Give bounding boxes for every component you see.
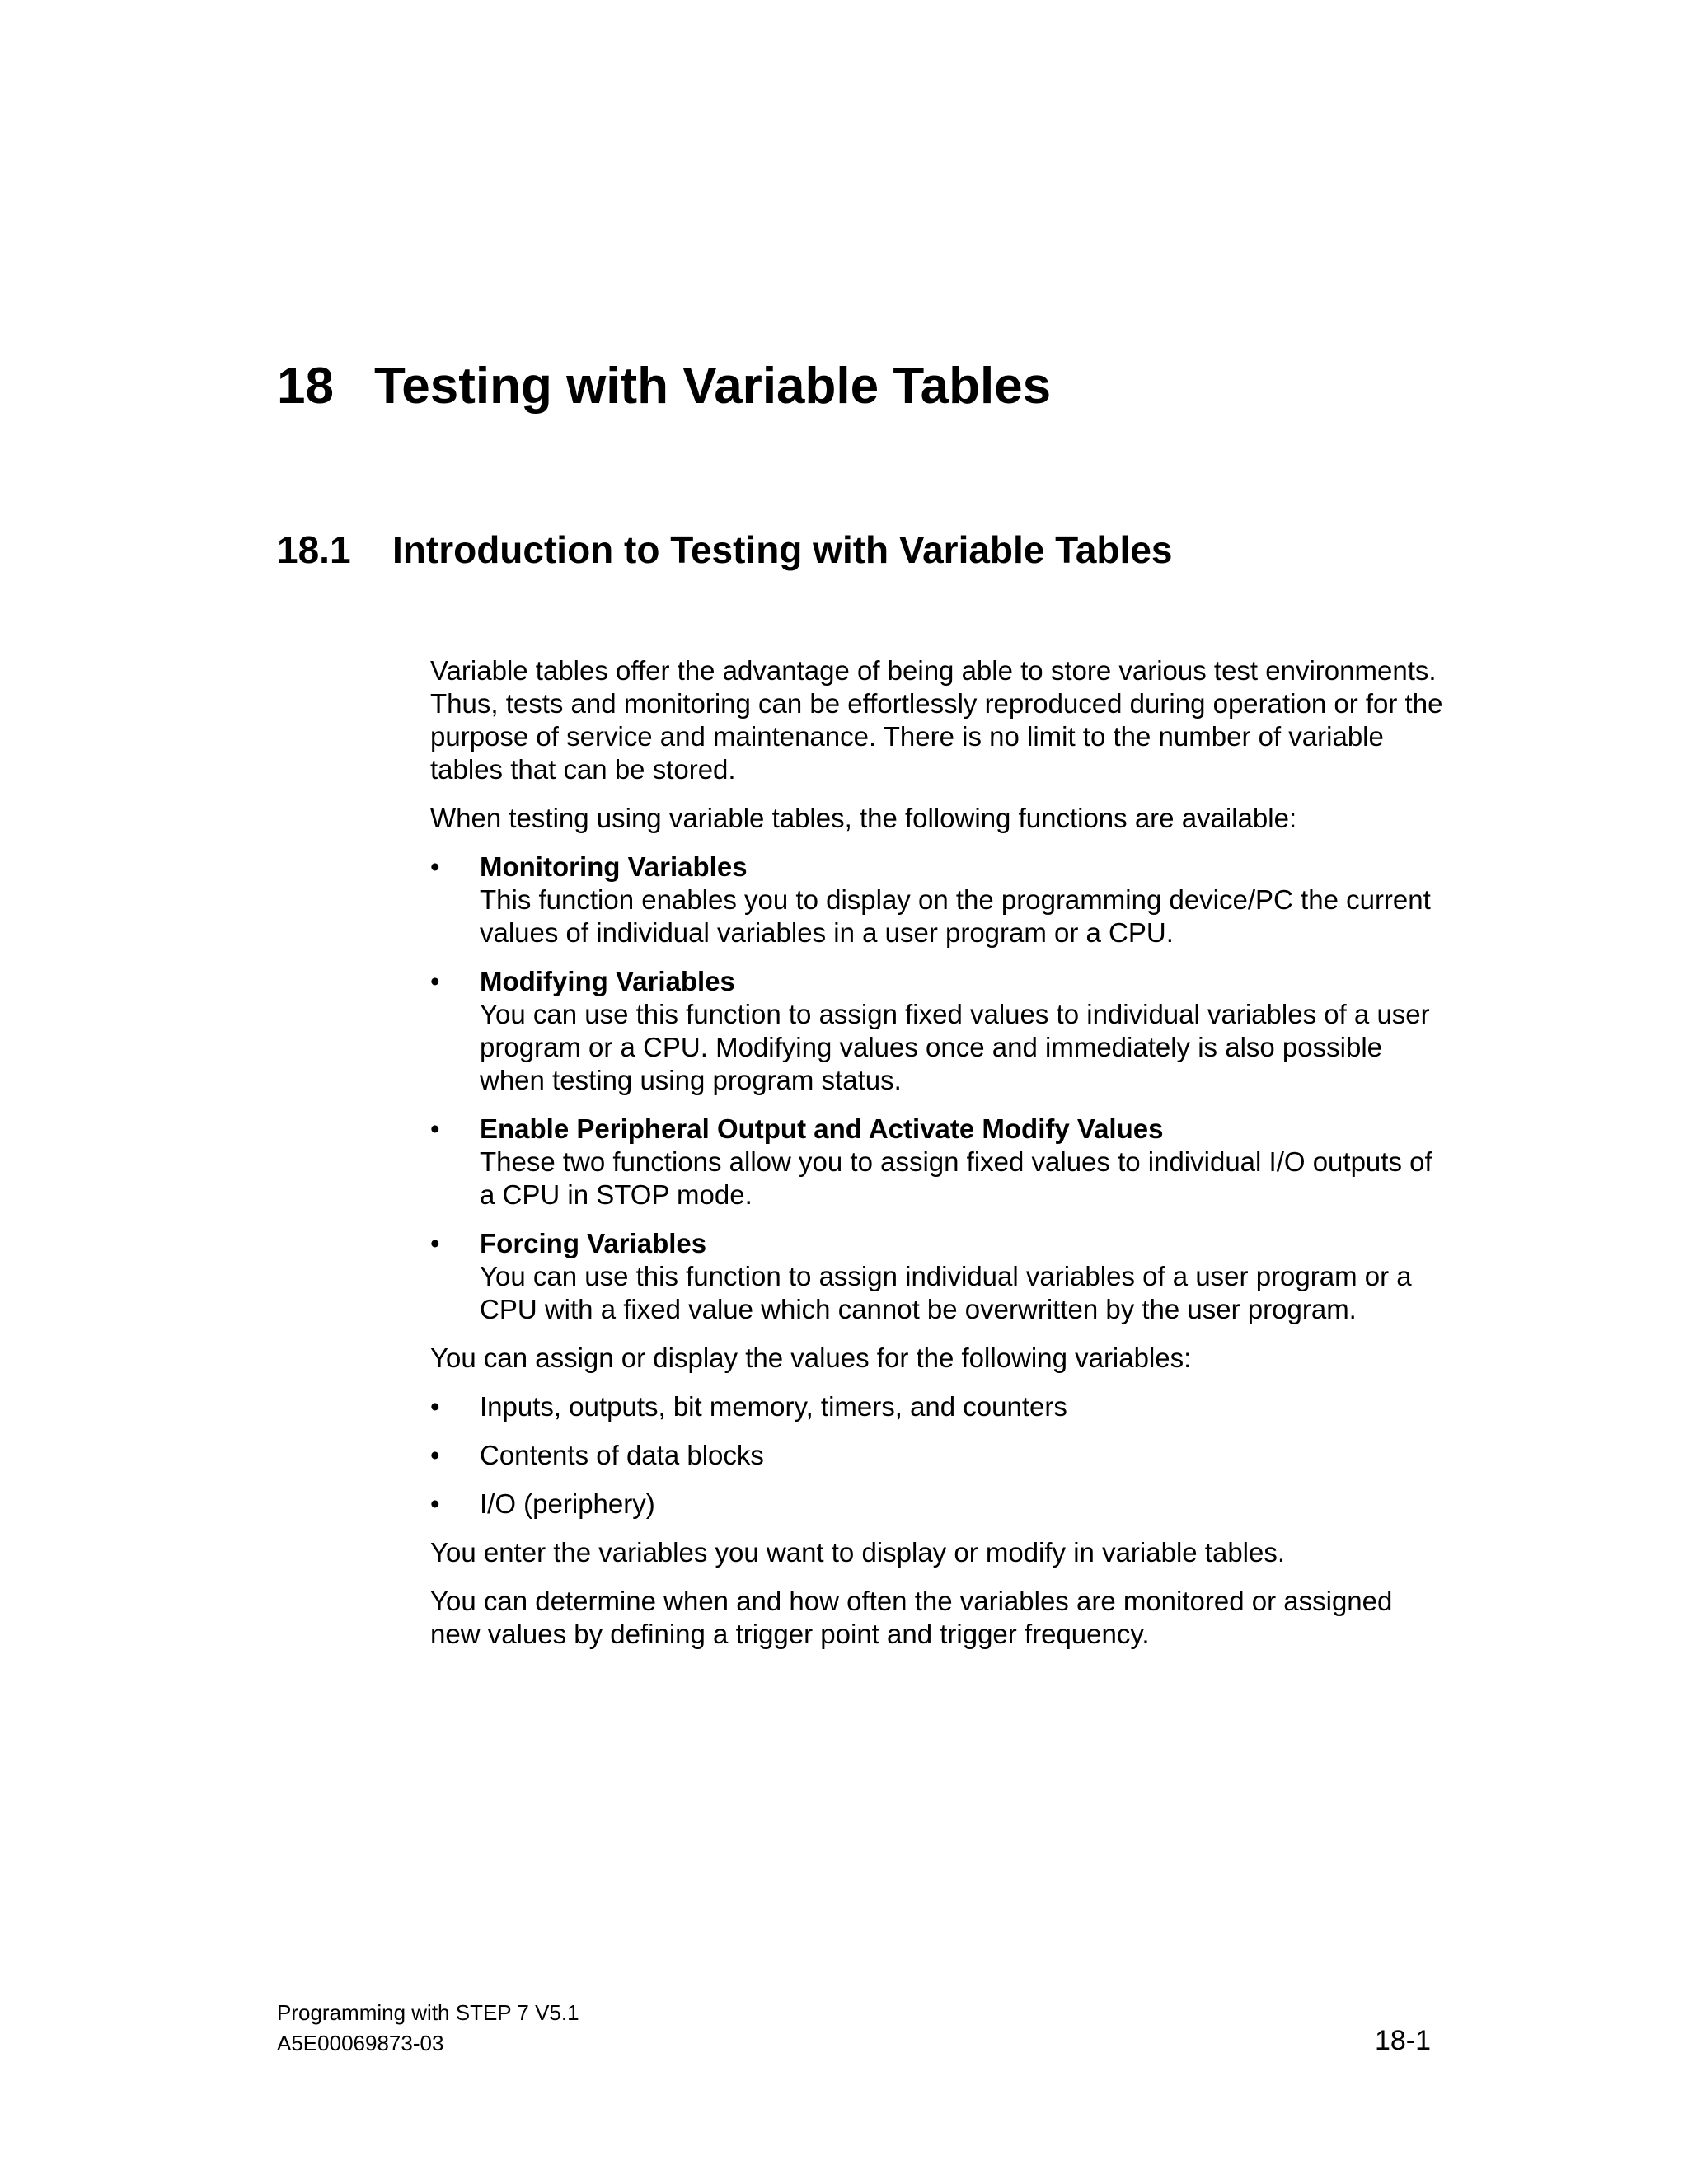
bullet: • bbox=[430, 1488, 440, 1519]
chapter-title bbox=[277, 356, 1051, 417]
function-title: Enable Peripheral Output and Activate Modify Values bbox=[480, 1113, 1164, 1144]
bullet: • bbox=[430, 851, 440, 882]
list-item bbox=[430, 1488, 1444, 1521]
footer-manual-info bbox=[277, 1998, 579, 2059]
body-text bbox=[430, 654, 1444, 1666]
bullet: • bbox=[430, 1440, 440, 1470]
bullet: • bbox=[430, 966, 440, 996]
list-item-peripheral-output bbox=[430, 1113, 1444, 1212]
section-title bbox=[277, 527, 1172, 573]
chapter-title-text: Testing with Variable Tables bbox=[374, 358, 1052, 415]
function-description: You can use this function to assign fixed values to individual variables of a user program or a CPU. Modifying values once and immediately is also possible when testing using program status. bbox=[480, 999, 1430, 1095]
footer-doc-number: A5E00069873-03 bbox=[277, 2031, 444, 2055]
function-description: These two functions allow you to assign fixed values to individual I/O outputs of a CPU in STOP mode. bbox=[480, 1146, 1432, 1210]
functions-intro-paragraph: When testing using variable tables, the following functions are available: bbox=[430, 803, 1297, 833]
variable-type: I/O (periphery) bbox=[480, 1488, 655, 1519]
variables-intro-paragraph: You can assign or display the values for the following variables: bbox=[430, 1343, 1192, 1373]
variable-type: Inputs, outputs, bit memory, timers, and counters bbox=[480, 1391, 1067, 1422]
variable-type: Contents of data blocks bbox=[480, 1440, 764, 1470]
chapter-number: 18 bbox=[277, 358, 334, 415]
variables-list bbox=[430, 1390, 1444, 1521]
bullet: • bbox=[430, 1113, 440, 1144]
function-title: Modifying Variables bbox=[480, 966, 735, 996]
trigger-paragraph: You can determine when and how often the variables are monitored or assigned new values by defining a trigger point and trigger frequency. bbox=[430, 1586, 1393, 1649]
function-description: You can use this function to assign individual variables of a user program or a CPU with a fixed value which cannot be overwritten by the user program. bbox=[480, 1261, 1412, 1324]
function-title: Monitoring Variables bbox=[480, 851, 748, 882]
list-item-modifying bbox=[430, 965, 1444, 1097]
list-item bbox=[430, 1390, 1444, 1423]
functions-list bbox=[430, 851, 1444, 1326]
bullet: • bbox=[430, 1228, 440, 1258]
list-item-monitoring bbox=[430, 851, 1444, 949]
section-title-text: Introduction to Testing with Variable Tables bbox=[392, 528, 1173, 571]
function-description: This function enables you to display on the programming device/PC the current values of individual variables in a user program or a CPU. bbox=[480, 884, 1431, 948]
function-title: Forcing Variables bbox=[480, 1228, 707, 1258]
bullet: • bbox=[430, 1391, 440, 1422]
list-item bbox=[430, 1439, 1444, 1472]
section-number: 18.1 bbox=[277, 528, 351, 571]
footer-manual-title: Programming with STEP 7 V5.1 bbox=[277, 2000, 579, 2025]
intro-paragraph: Variable tables offer the advantage of being able to store various test environments. Thus, tests and monitoring can be effortlessly reproduced during operation or for the purpose of service and maintenance. There is no limit to the number of variable tables that can be stored. bbox=[430, 655, 1443, 785]
enter-variables-paragraph: You enter the variables you want to display or modify in variable tables. bbox=[430, 1537, 1286, 1568]
list-item-forcing bbox=[430, 1227, 1444, 1326]
page-number: 18-1 bbox=[1374, 2025, 1431, 2056]
